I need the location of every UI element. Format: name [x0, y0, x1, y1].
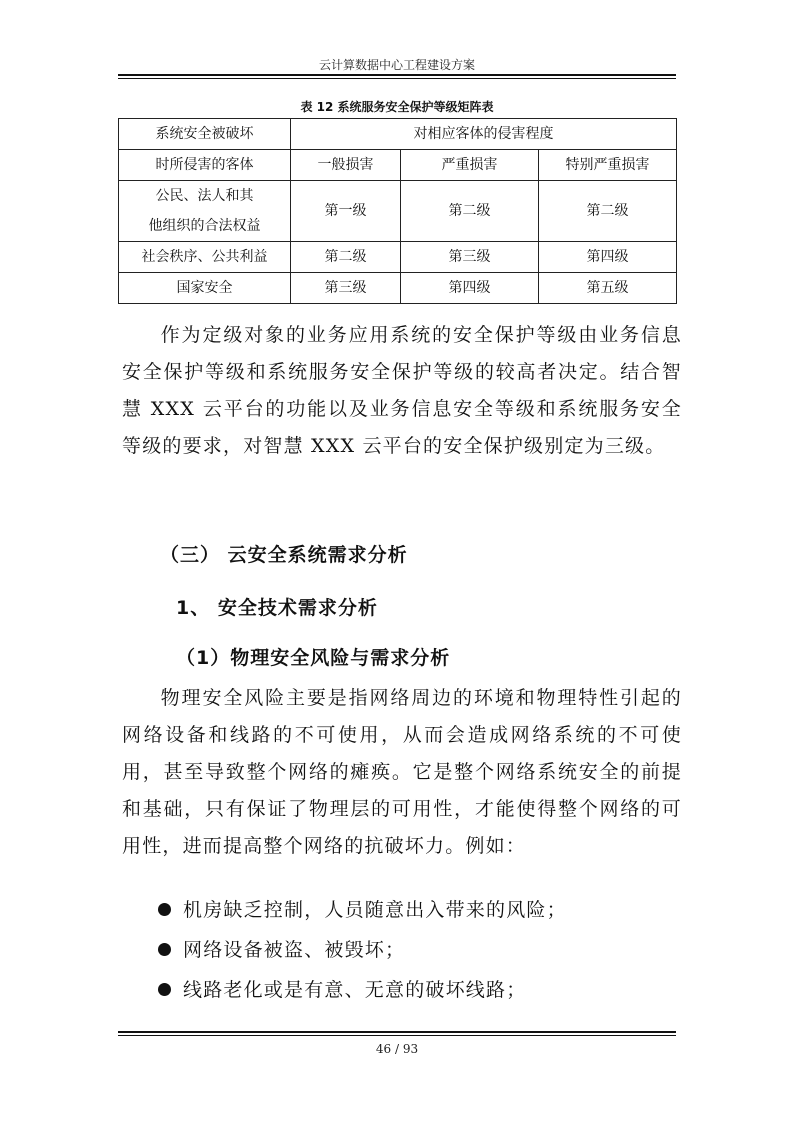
row-header-cell: 系统安全被破坏 [119, 119, 291, 150]
level-cell: 第三级 [291, 273, 401, 304]
security-matrix-table [118, 118, 677, 304]
subsection-heading: 1、 安全技术需求分析 [176, 597, 378, 619]
paragraph-grading: 作为定级对象的业务应用系统的安全保护等级由业务信息安全保护等级和系统服务安全保护等级的较高者决定。结合智慧 XXX 云平台的功能以及业务信息安全等级和系统服务安全等级的要求，对智慧 XXX 云平台的安全保护级别定为三级。 [122, 324, 682, 457]
object-cell: 国家安全 [119, 273, 291, 304]
row-header-cell-2: 时所侵害的客体 [119, 150, 291, 181]
object-cell: 公民、法人和其 他组织的合法权益 [119, 181, 291, 242]
level-cell: 第三级 [401, 242, 539, 273]
level-cell: 第四级 [539, 242, 677, 273]
header-rule-thin [118, 78, 676, 79]
level-cell: 第二级 [291, 242, 401, 273]
header-rule [118, 74, 676, 76]
table-header-row [119, 119, 677, 150]
table-subheader-row [119, 150, 677, 181]
subsubsection-heading: （1）物理安全风险与需求分析 [176, 647, 451, 669]
table-row [119, 242, 677, 273]
level-cell: 第五级 [539, 273, 677, 304]
table-caption: 表 12 系统服务安全保护等级矩阵表 [300, 100, 494, 114]
running-header: 云计算数据中心工程建设方案 [318, 58, 475, 72]
list-item: 线路老化或是有意、无意的破坏线路； [158, 975, 526, 1002]
column-header: 特别严重损害 [539, 150, 677, 181]
page-number: 46 / 93 [375, 1042, 419, 1056]
list-item: 网络设备被盗、被毁坏； [158, 935, 405, 962]
table-row [119, 181, 677, 242]
column-header: 一般损害 [291, 150, 401, 181]
list-item: 机房缺乏控制，人员随意出入带来的风险； [158, 895, 567, 922]
level-cell: 第一级 [291, 181, 401, 242]
level-cell: 第二级 [539, 181, 677, 242]
level-cell: 第四级 [401, 273, 539, 304]
section-heading: （三） 云安全系统需求分析 [160, 544, 408, 566]
paragraph-physical-risk: 物理安全风险主要是指网络周边的环境和物理特性引起的网络设备和线路的不可使用，从而会造成网络系统的不可使用，甚至导致整个网络的瘫痪。它是整个网络系统安全的前提和基础，只有保证了物理层的可用性，才能使得整个网络的可用性，进而提高整个网络的抗破坏力。例如： [122, 687, 682, 857]
column-header: 严重损害 [401, 150, 539, 181]
footer-rule [118, 1031, 676, 1033]
object-cell: 社会秩序、公共利益 [119, 242, 291, 273]
bullet-icon [158, 903, 171, 916]
table-row [119, 273, 677, 304]
group-header-cell: 对相应客体的侵害程度 [291, 119, 677, 150]
bullet-icon [158, 943, 171, 956]
bullet-icon [158, 983, 171, 996]
level-cell: 第二级 [401, 181, 539, 242]
footer-rule-thin [118, 1035, 676, 1036]
